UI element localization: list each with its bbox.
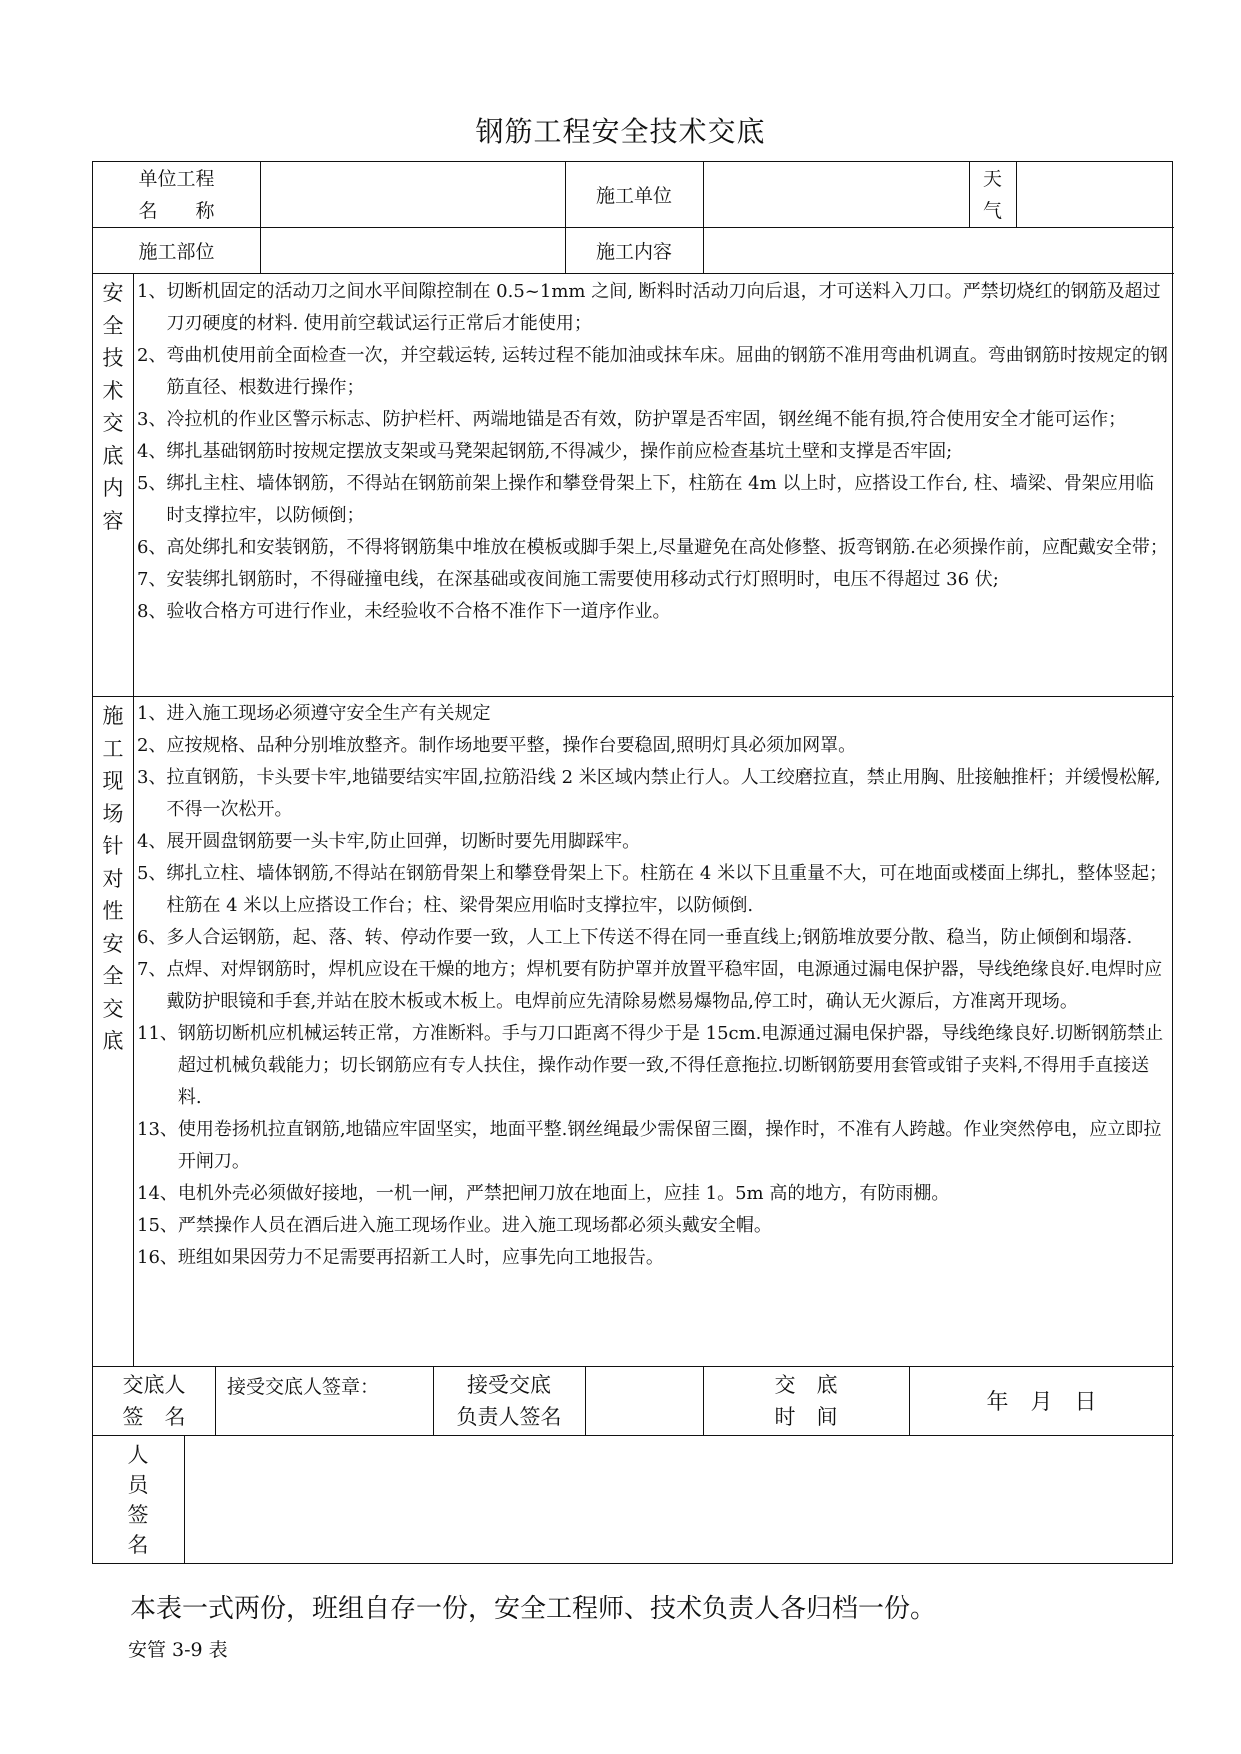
- side-char: 技: [102, 346, 124, 370]
- receiver-head-label-line1: 接受交底: [467, 1372, 551, 1397]
- item-number: 5、: [137, 473, 167, 494]
- item-text: 展开圆盘钢筋要一头卡牢,防止回弹，切断时要先用脚踩牢。: [166, 831, 641, 852]
- item-number: 6、: [137, 537, 167, 558]
- list-item: [137, 922, 1169, 954]
- side-char: 全: [102, 964, 124, 988]
- list-item: [137, 954, 1169, 1018]
- list-item: [137, 858, 1169, 922]
- item-text: 多人合运钢筋，起、落、转、停动作要一致，人工上下传送不得在同一垂直线上;钢筋堆放要分散、稳当，防止倾倒和塌落.: [166, 927, 1133, 948]
- item-number: 8、: [137, 601, 167, 622]
- side-char: 签: [127, 1503, 149, 1527]
- form-id: 安管 3-9 表: [128, 1639, 228, 1661]
- item-number: 11、: [137, 1023, 178, 1044]
- safety-tech-list: [137, 276, 1169, 628]
- side-char: 现: [102, 769, 124, 793]
- personnel-signature-field[interactable]: [184, 1435, 1174, 1563]
- personnel-signature-label: [123, 1440, 153, 1560]
- side-char: 安: [102, 281, 124, 305]
- list-item: [137, 468, 1169, 532]
- item-number: 1、: [137, 281, 167, 302]
- side-char: 底: [102, 443, 124, 468]
- item-text: 应按规格、品种分别堆放整齐。制作场地要平整，操作台要稳固,照明灯具必须加网罩。: [166, 735, 857, 756]
- item-number: 7、: [137, 959, 167, 980]
- weather-label-line2: 气: [982, 199, 1002, 222]
- side-char: 针: [102, 834, 124, 858]
- list-item: [137, 1114, 1169, 1178]
- item-number: 7、: [137, 569, 167, 590]
- item-text: 严禁操作人员在酒后进入施工现场作业。进入施工现场都必须头戴安全帽。: [177, 1215, 772, 1236]
- site-specific-side-label: [98, 700, 128, 1058]
- receiver-head-label: [433, 1366, 585, 1435]
- item-text: 验收合格方可进行作业，未经验收不合格不准作下一道序作业。: [166, 601, 671, 622]
- side-char: 底: [102, 1029, 124, 1053]
- side-char: 交: [102, 411, 124, 435]
- side-char: 人: [127, 1443, 149, 1467]
- unit-project-field[interactable]: [260, 162, 565, 227]
- item-number: 4、: [137, 441, 167, 462]
- weather-field[interactable]: [1016, 162, 1174, 227]
- side-char: 员: [127, 1473, 149, 1497]
- item-text: 高处绑扎和安装钢筋，不得将钢筋集中堆放在模板或脚手架上,尽量避免在高处修整、扳弯钢筋.在必须操作前，应配戴安全带；: [166, 537, 1168, 558]
- row-divider: [93, 696, 1174, 697]
- construction-unit-label: 施工单位: [595, 185, 672, 207]
- item-number: 13、: [137, 1119, 178, 1140]
- list-item: [137, 730, 1169, 762]
- side-char: 安: [102, 931, 124, 956]
- list-item: [137, 1178, 1169, 1210]
- construction-content-field[interactable]: [703, 227, 1174, 273]
- list-item: [137, 596, 1169, 628]
- item-text: 绑扎基础钢筋时按规定摆放支架或马凳架起钢筋,不得减少，操作前应检查基坑土壁和支撑是否牢固;: [166, 441, 953, 462]
- receiver-head-signature-field[interactable]: [585, 1366, 703, 1435]
- list-item: [137, 698, 1169, 730]
- item-text: 点焊、对焊钢筋时，焊机应设在干燥的地方；焊机要有防护罩并放置平稳牢固，电源通过漏电保护器，导线绝缘良好.电焊时应戴防护眼镜和手套,并站在胶木板或木板上。电焊前应先清除易燃易爆物品,停工时，确认无火源后，方准离开现场。: [166, 959, 1163, 1012]
- unit-project-label-line1: 单位工程: [138, 167, 215, 190]
- time-label-line1: 交 底: [774, 1372, 838, 1397]
- item-number: 5、: [137, 863, 167, 884]
- discloser-label-line2: 签 名: [122, 1404, 186, 1429]
- construction-content-label: 施工内容: [595, 240, 672, 263]
- receiver-head-label-line2: 负责人签名: [456, 1404, 562, 1429]
- side-char: 内: [102, 476, 124, 500]
- side-char: 容: [102, 508, 124, 533]
- site-specific-list: [137, 698, 1169, 1274]
- list-item: [137, 436, 1169, 468]
- item-text: 切断机固定的活动刀之间水平间隙控制在 0.5~1mm 之间, 断料时活动刀向后退，才可送料入刀口。严禁切烧红的钢筋及超过刀刃硬度的材料. 使用前空载试运行正常后才能使用；: [166, 281, 1161, 334]
- side-char: 场: [102, 801, 124, 826]
- side-char: 施: [102, 704, 124, 728]
- discloser-label-line1: 交底人: [122, 1372, 186, 1397]
- receiver-seal-field[interactable]: [215, 1366, 433, 1435]
- item-text: 冷拉机的作业区警示标志、防护栏杆、两端地锚是否有效，防护罩是否牢固，钢丝绳不能有损,符合使用安全才能可运作；: [166, 409, 1127, 430]
- side-char: 全: [102, 313, 124, 338]
- side-char: 名: [127, 1533, 149, 1557]
- list-item: [137, 762, 1169, 826]
- list-item: [137, 276, 1169, 340]
- item-text: 拉直钢筋，卡头要卡牢,地锚要结实牢固,拉筋沿线 2 米区域内禁止行人。人工绞磨拉直，禁止用胸、肚接触推杆；并缓慢松解,不得一次松开。: [166, 767, 1161, 820]
- unit-project-label: [93, 162, 260, 227]
- list-item: [137, 1242, 1169, 1274]
- footer-note: 本表一式两份，班组自存一份，安全工程师、技术负责人各归档一份。: [130, 1594, 937, 1624]
- item-number: 3、: [137, 409, 167, 430]
- col-divider: [133, 273, 134, 1366]
- item-text: 绑扎主柱、墙体钢筋，不得站在钢筋前架上操作和攀登骨架上下，柱筋在 4m 以上时，应搭设工作台, 柱、墙梁、骨架应用临时支撑拉牢，以防倾倒；: [166, 473, 1154, 526]
- receiver-seal-label: 接受交底人签章：: [227, 1376, 380, 1398]
- list-item: [137, 826, 1169, 858]
- item-text: 绑扎立柱、墙体钢筋,不得站在钢筋骨架上和攀登骨架上下。柱筋在 4 米以下且重量不大，可在地面或楼面上绑扎，整体竖起；柱筋在 4 米以上应搭设工作台；柱、梁骨架应用临时支撑拉牢，以防倾倒.: [166, 863, 1168, 916]
- item-number: 14、: [137, 1183, 178, 1204]
- side-char: 对: [102, 866, 124, 891]
- construction-unit-field[interactable]: [703, 162, 969, 227]
- item-number: 16、: [137, 1247, 178, 1268]
- item-text: 进入施工现场必须遵守安全生产有关规定: [166, 703, 491, 724]
- side-char: 术: [102, 378, 124, 403]
- list-item: [137, 1018, 1169, 1114]
- item-number: 2、: [137, 735, 167, 756]
- list-item: [137, 340, 1169, 404]
- item-number: 4、: [137, 831, 167, 852]
- side-char: 工: [102, 736, 124, 761]
- side-char: 交: [102, 996, 124, 1021]
- unit-project-label-line2: 名 称: [138, 199, 215, 222]
- item-text: 弯曲机使用前全面检查一次，并空载运转, 运转过程不能加油或抹车床。屈曲的钢筋不准用弯曲机调直。弯曲钢筋时按规定的钢筋直径、根数进行操作；: [166, 345, 1168, 398]
- item-number: 6、: [137, 927, 167, 948]
- item-number: 2、: [137, 345, 167, 366]
- page-title: 钢筋工程安全技术交底: [475, 115, 766, 148]
- side-char: 性: [102, 899, 124, 923]
- list-item: [137, 564, 1169, 596]
- list-item: [137, 404, 1169, 436]
- row-divider: [93, 273, 1174, 274]
- item-number: 3、: [137, 767, 167, 788]
- item-number: 1、: [137, 703, 167, 724]
- list-item: [137, 532, 1169, 564]
- item-text: 钢筋切断机应机械运转正常，方准断料。手与刀口距离不得少于是 15cm.电源通过漏电保护器，导线绝缘良好.切断钢筋禁止超过机械负载能力；切长钢筋应有专人扶住，操作动作要一致,不得任意拖拉.切断钢筋要用套管或钳子夹料,不得用手直接送料.: [177, 1023, 1164, 1108]
- disclosure-date-field[interactable]: 年 月 日: [986, 1390, 1097, 1415]
- disclosure-form: [92, 161, 1173, 1564]
- construction-part-field[interactable]: [260, 227, 565, 273]
- construction-part-label: 施工部位: [138, 240, 215, 263]
- item-text: 电机外壳必须做好接地，一机一闸，严禁把闸刀放在地面上，应挂 1。5m 高的地方，有防雨棚。: [177, 1183, 950, 1204]
- disclosure-time-label: [703, 1366, 909, 1435]
- weather-label-line1: 天: [982, 167, 1002, 190]
- weather-label: [969, 162, 1016, 227]
- item-text: 班组如果因劳力不足需要再招新工人时，应事先向工地报告。: [177, 1247, 664, 1268]
- list-item: [137, 1210, 1169, 1242]
- safety-tech-side-label: [98, 277, 128, 537]
- item-text: 使用卷扬机拉直钢筋,地锚应牢固坚实，地面平整.钢丝绳最少需保留三圈，操作时，不准有人跨越。作业突然停电，应立即拉开闸刀。: [177, 1119, 1162, 1172]
- item-number: 15、: [137, 1215, 178, 1236]
- time-label-line2: 时 间: [774, 1404, 838, 1429]
- discloser-signature-label: [93, 1366, 215, 1435]
- item-text: 安装绑扎钢筋时，不得碰撞电线，在深基础或夜间施工需要使用移动式行灯照明时，电压不得超过 36 伏;: [166, 569, 999, 590]
